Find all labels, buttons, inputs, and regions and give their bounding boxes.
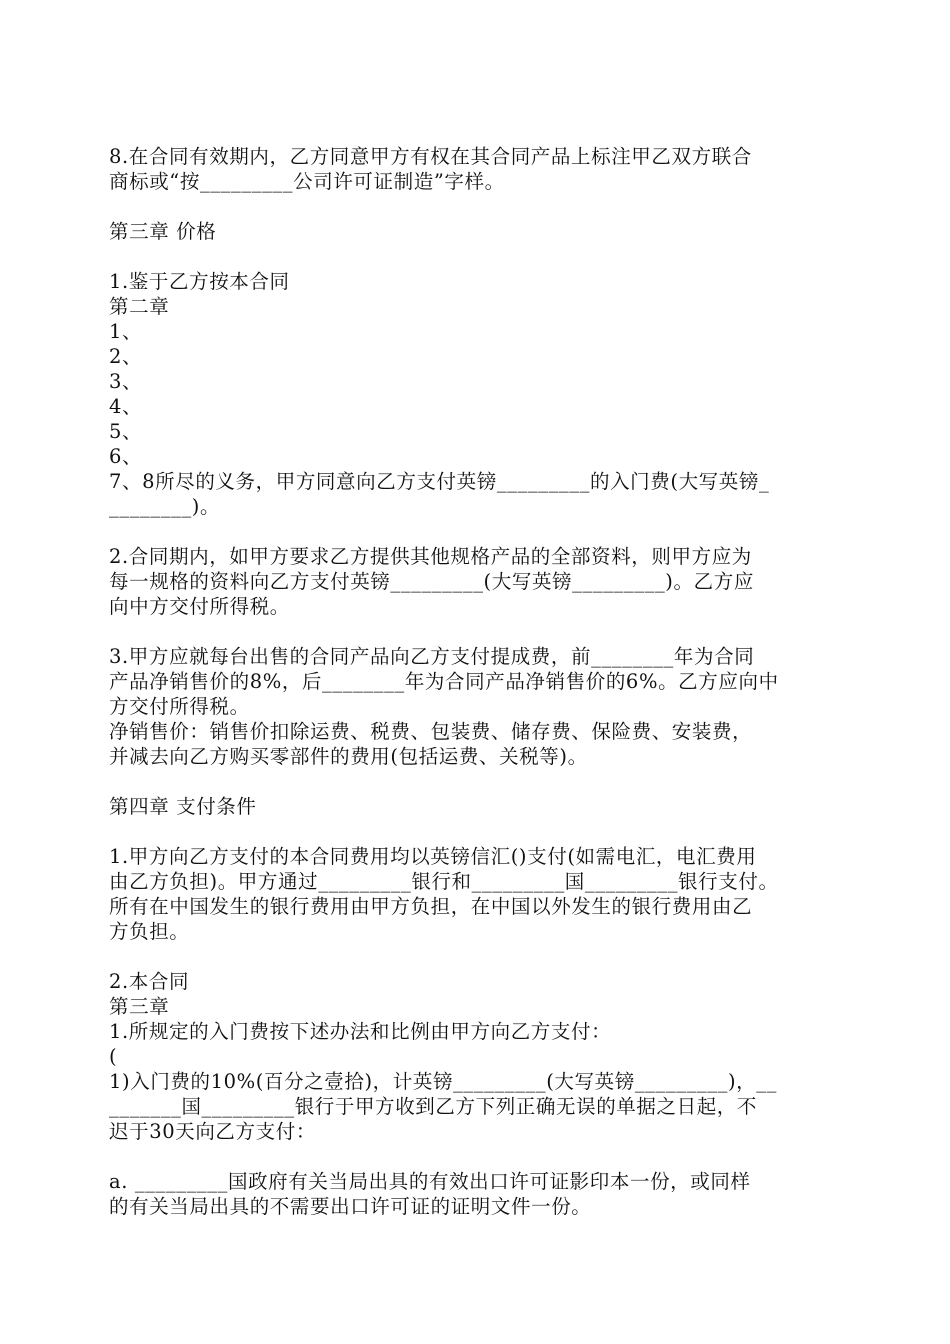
text-line: 迟于30天向乙方支付： — [109, 1120, 316, 1143]
blank-line — [109, 194, 844, 219]
text-line: 1.甲方向乙方支付的本合同费用均以英镑信汇()支付(如需电汇，电汇费用 — [109, 845, 757, 868]
text-line: 净销售价：销售价扣除运费、税费、包装费、储存费、保险费、安装费， — [109, 720, 753, 743]
text-line: 所有在中国发生的银行费用由甲方负担，在中国以外发生的银行费用由乙 — [109, 895, 753, 918]
blank-line — [109, 244, 844, 269]
text-line: 第四章 支付条件 — [109, 795, 257, 818]
contract-document-body — [109, 144, 844, 1219]
text-line: 6、 — [109, 445, 143, 468]
blank-line — [109, 1144, 844, 1169]
text-line: 由乙方负担)。甲方通过_________银行和_________国_________银行支付。 — [109, 870, 779, 893]
blank-line — [109, 519, 844, 544]
blank-line — [109, 769, 844, 794]
text-line: 8.在合同有效期内，乙方同意甲方有权在其合同产品上标注甲乙双方联合 — [109, 145, 752, 168]
blank-line — [109, 819, 844, 844]
text-line: ( — [109, 1045, 118, 1068]
text-line: ________)。 — [109, 495, 221, 518]
text-line: 并减去向乙方购买零部件的费用(包括运费、关税等)。 — [109, 745, 588, 768]
text-line: 方交付所得税。 — [109, 695, 250, 718]
text-line: 1、 — [109, 320, 143, 343]
text-line: _______国_________银行于甲方收到乙方下列正确无误的单据之日起，不 — [109, 1095, 757, 1118]
text-line: 第三章 价格 — [109, 220, 217, 243]
text-line: 1.鉴于乙方按本合同 — [109, 270, 290, 293]
text-line: 方负担。 — [109, 920, 190, 943]
text-line: a. _________国政府有关当局出具的有效出口许可证影印本一份，或同样 — [109, 1170, 751, 1193]
text-line: 2、 — [109, 345, 143, 368]
text-line: 4、 — [109, 395, 143, 418]
text-line: 商标或“按_________公司许可证制造”字样。 — [109, 170, 505, 193]
text-line: 第二章 — [109, 295, 170, 318]
text-line: 2.本合同 — [109, 970, 190, 993]
text-line: 3.甲方应就每台出售的合同产品向乙方支付提成费，前________年为合同 — [109, 645, 755, 668]
text-line: 第三章 — [109, 995, 170, 1018]
blank-line — [109, 944, 844, 969]
blank-line — [109, 619, 844, 644]
text-line: 产品净销售价的8%，后________年为合同产品净销售价的6%。乙方应向中 — [109, 670, 779, 693]
text-line: 每一规格的资料向乙方支付英镑_________(大写英镑_________)。乙方应 — [109, 570, 754, 593]
text-line: 1.所规定的入门费按下述办法和比例由甲方向乙方支付： — [109, 1020, 612, 1043]
text-line: 的有关当局出具的不需要出口许可证的证明文件一份。 — [109, 1195, 592, 1218]
text-line: 2.合同期内，如甲方要求乙方提供其他规格产品的全部资料，则甲方应为 — [109, 545, 752, 568]
text-line: 3、 — [109, 370, 143, 393]
text-line: 向中方交付所得税。 — [109, 595, 290, 618]
text-line: 7、8所尽的义务，甲方同意向乙方支付英镑_________的入门费(大写英镑_ — [109, 470, 770, 493]
text-line: 1)入门费的10%(百分之壹拾)，计英镑_________(大写英镑_________)，__ — [109, 1070, 777, 1093]
text-line: 5、 — [109, 420, 143, 443]
